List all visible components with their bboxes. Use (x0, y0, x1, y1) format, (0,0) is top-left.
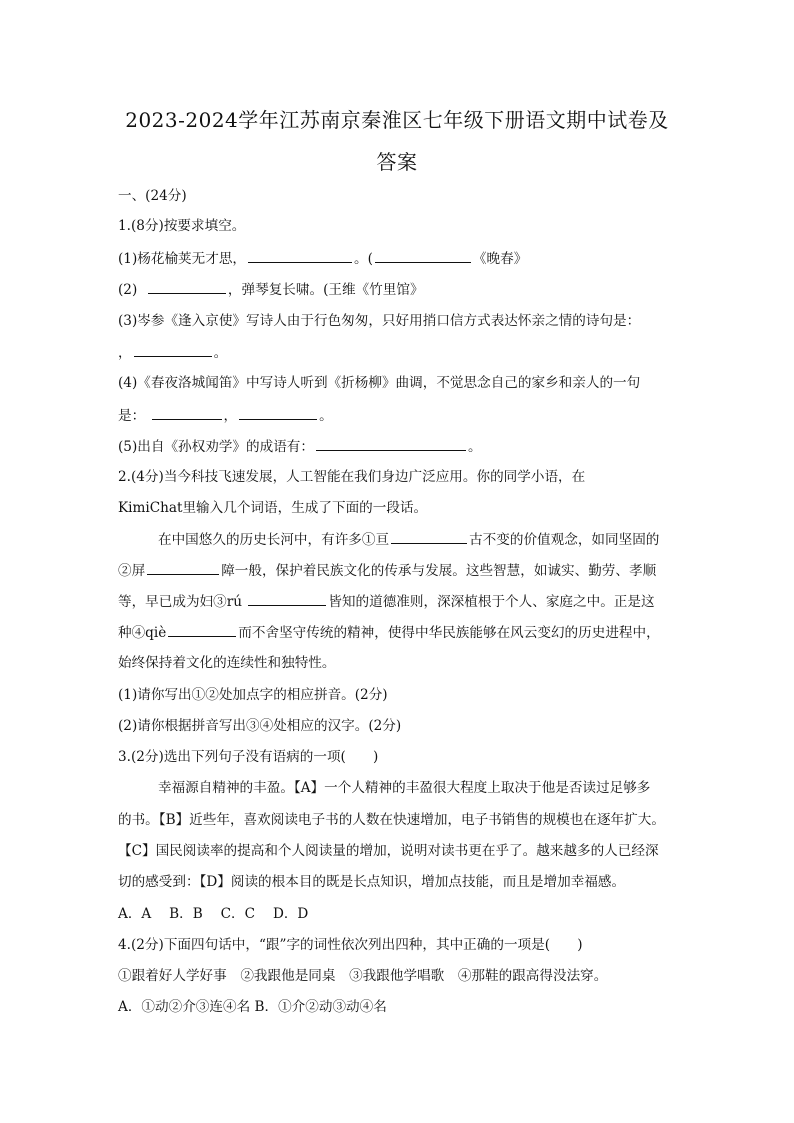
q3-stem: 3.(2分)选出下列句子没有语病的一项( ) (118, 749, 379, 765)
q2-passage-line1 (118, 529, 678, 550)
q1-sub3-blanks (118, 342, 678, 363)
q2-passage-text: ②屏 (118, 563, 146, 579)
q3-options: A．A B．B C．C D．D (118, 906, 309, 922)
doc-title-line1: 2023-2024学年江苏南京秦淮区七年级下册语文期中试卷及 (125, 108, 669, 132)
q1-sub1 (118, 248, 678, 269)
q1-sub4-prefix: 是： (118, 408, 146, 424)
q4-options: A．①动②介③连④名 B．①介②动③动④名 (118, 999, 387, 1015)
doc-title-line2: 答案 (376, 150, 418, 174)
q1-sub3-period: 。 (213, 345, 228, 361)
answer-blank[interactable] (148, 279, 226, 294)
q1-stem: 1.(8分)按要求填空。 (118, 218, 246, 234)
q2-passage-line2 (118, 560, 678, 581)
q2-passage-text: 障一般，保护着民族文化的传承与发展。这些智慧，如诚实、勤劳、孝顺 (221, 563, 657, 579)
q1-sub5 (118, 436, 678, 457)
answer-blank[interactable] (375, 248, 471, 263)
q1-sub1-text-c: 《晚春》 (472, 251, 528, 267)
q2-passage-text: 在中国悠久的历史长河中，有许多①亘 (158, 532, 390, 548)
q2-stem-line2: KimiChat里输入几个词语，生成了下面的一段话。 (118, 500, 428, 516)
q1-sub4-comma: ， (223, 408, 238, 424)
answer-blank[interactable] (239, 405, 317, 420)
q2-stem-line1: 2.(4分)当今科技飞速发展，人工智能在我们身边广泛应用。你的同学小语，在 (118, 469, 586, 485)
q3-passage-line4: 切的感受到：【D】阅读的根本目的既是长点知识，增加点技能，而且是增加幸福感。 (118, 874, 626, 890)
q1-sub5-period: 。 (467, 439, 482, 455)
q2-passage-text: 种④qiè (118, 625, 167, 641)
q4-items: ①跟着好人学好事 ②我跟他是同桌 ③我跟他学唱歌 ④那鞋的跟高得没法穿。 (118, 968, 608, 984)
q1-sub2-text-a: (2) (118, 282, 138, 298)
q2-passage-text: 皆知的道德准则，深深植根于个人、家庭之中。正是这 (328, 594, 655, 610)
answer-blank[interactable] (168, 622, 236, 637)
answer-blank[interactable] (391, 529, 467, 544)
q1-sub1-text-b: 。( (354, 251, 373, 267)
q2-passage-text: 等，早已成为妇③rú (118, 594, 243, 610)
q3-passage-line1: 幸福源自精神的丰盈。【A】一个人精神的丰盈很大程度上取决于他是否读过足够多 (158, 780, 651, 796)
answer-blank[interactable] (248, 591, 326, 606)
q2-passage-text: 而不舍坚守传统的精神，使得中华民族能够在风云变幻的历史进程中， (238, 625, 660, 641)
q1-sub4-period: 。 (319, 408, 333, 424)
q1-sub3: (3)岑参《逢入京使》写诗人由于行色匆匆，只好用捎口信方式表达怀亲之情的诗句是： (118, 313, 641, 329)
q3-passage-line2: 的书。【B】近些年，喜欢阅读电子书的人数在快速增加，电子书销售的规模也在逐年扩大。 (118, 812, 665, 828)
q2-sub1: (1)请你写出①②处加点字的相应拼音。(2分) (118, 687, 388, 703)
q2-sub2: (2)请你根据拼音写出③④处相应的汉字。(2分) (118, 718, 402, 734)
q1-sub3-comma: ， (118, 345, 132, 361)
q2-passage-line4 (118, 622, 678, 643)
q2-passage-line3 (118, 591, 678, 612)
q1-sub4: (4)《春夜洛城闻笛》中写诗人听到《折杨柳》曲调，不觉思念自己的家乡和亲人的一句 (118, 375, 641, 391)
q1-sub2 (118, 279, 678, 300)
answer-blank[interactable] (316, 436, 466, 451)
answer-blank[interactable] (152, 405, 222, 420)
q4-stem: 4.(2分)下面四句话中，“跟”字的词性依次列出四种，其中正确的一项是( ) (118, 937, 583, 953)
q1-sub5-text: (5)出自《孙权劝学》的成语有： (118, 439, 314, 455)
q3-passage-line3: 【C】国民阅读率的提高和个人阅读量的增加，说明对读书更在乎了。越来越多的人已经深 (118, 843, 659, 859)
q2-passage-text: 古不变的价值观念，如同坚固的 (469, 532, 660, 548)
section-heading: 一、(24分) (118, 188, 187, 204)
q1-sub4-blanks (118, 405, 678, 426)
q1-sub2-text-b: ，弹琴复长啸。(王维《竹里馆》 (227, 282, 424, 298)
q2-passage-line5: 始终保持着文化的连续性和独特性。 (118, 655, 336, 671)
answer-blank[interactable] (134, 342, 212, 357)
answer-blank[interactable] (248, 248, 352, 263)
answer-blank[interactable] (147, 560, 219, 575)
q1-sub1-text-a: (1)杨花榆荚无才思， (118, 251, 247, 267)
